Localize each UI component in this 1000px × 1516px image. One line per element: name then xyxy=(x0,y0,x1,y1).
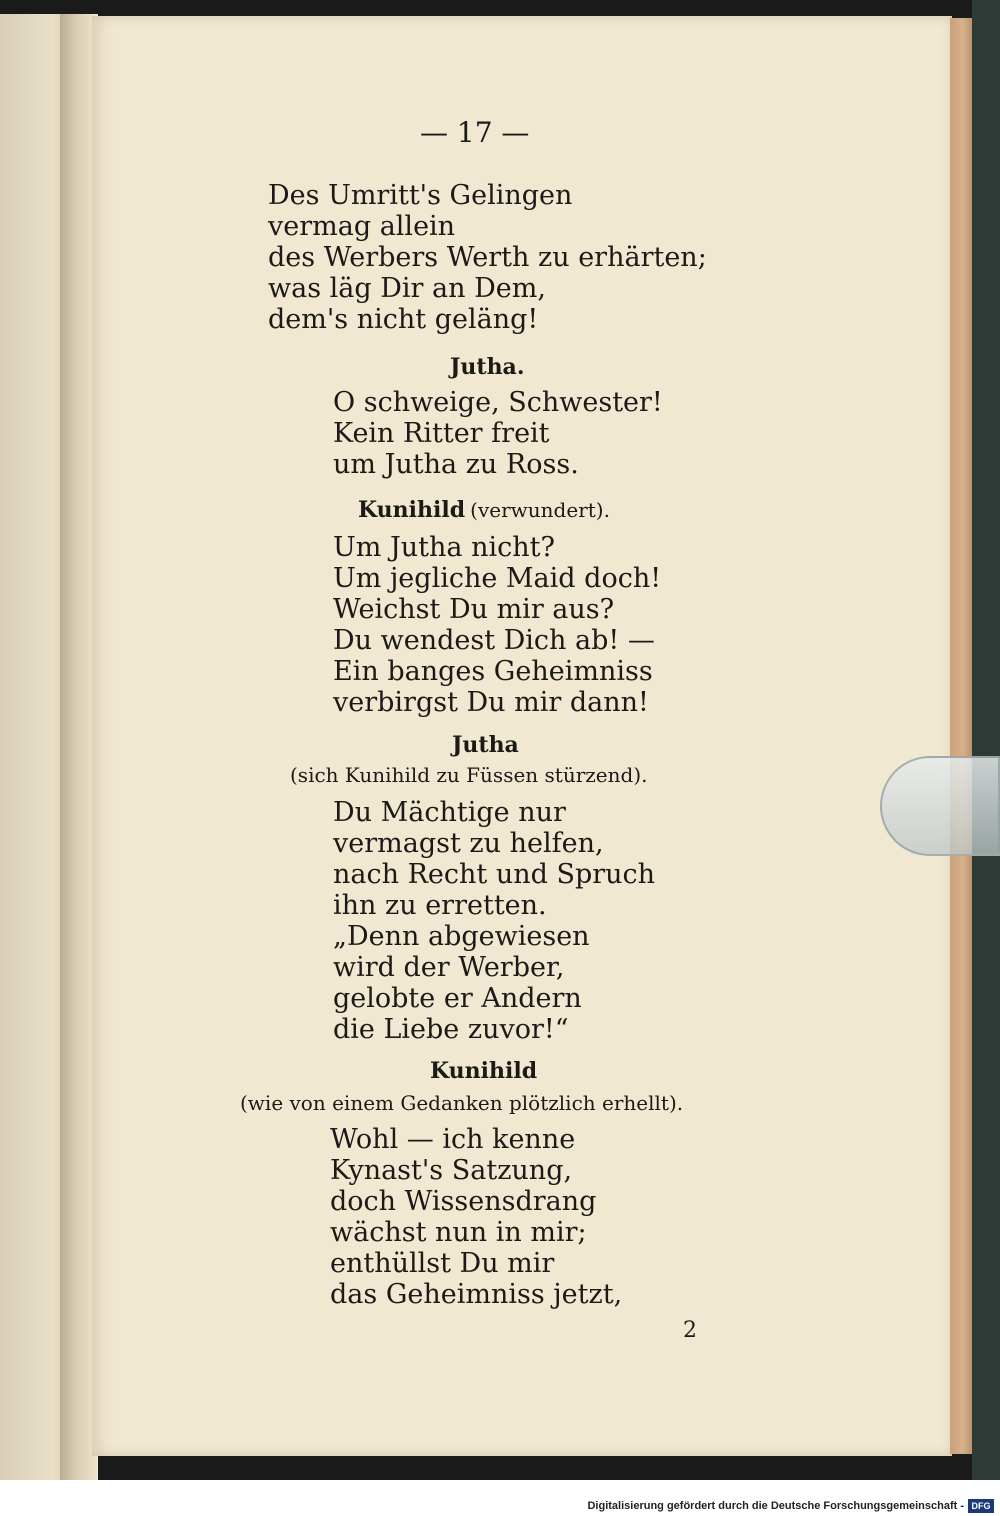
funding-credit: Digitalisierung gefördert durch die Deutsche Forschungsgemeinschaft - xyxy=(587,1500,964,1512)
page-number: — 17 — xyxy=(420,116,530,149)
signature-mark: 2 xyxy=(683,1318,697,1343)
verse-line: ihn zu erretten. xyxy=(333,890,547,921)
verse-line: vermagst zu helfen, xyxy=(333,828,604,859)
verse-line: um Jutha zu Ross. xyxy=(333,449,579,480)
verse-line: Ein banges Geheimniss xyxy=(333,656,653,687)
verse-line: Um jegliche Maid doch! xyxy=(333,563,662,594)
verse-line: vermag allein xyxy=(268,211,456,242)
dfg-logo-icon: DFG xyxy=(968,1499,994,1513)
speaker-heading xyxy=(358,497,610,523)
verse-line: Kynast's Satzung, xyxy=(330,1155,573,1186)
verse-line: verbirgst Du mir dann! xyxy=(333,687,649,718)
verse-line: Des Umritt's Gelingen xyxy=(268,180,573,211)
verse-line: wächst nun in mir; xyxy=(330,1217,587,1248)
verse-line: Du Mächtige nur xyxy=(333,797,566,828)
verse-line: des Werbers Werth zu erhärten; xyxy=(268,242,707,273)
verse-line: Du wendest Dich ab! — xyxy=(333,625,655,656)
page-clip xyxy=(880,756,1000,856)
verse-line: das Geheimniss jetzt, xyxy=(330,1279,623,1310)
verse-line: O schweige, Schwester! xyxy=(333,387,663,418)
verse-line: doch Wissensdrang xyxy=(330,1186,597,1217)
stage-direction: (sich Kunihild zu Füssen stürzend). xyxy=(290,763,648,787)
verse-line: Weichst Du mir aus? xyxy=(333,594,615,625)
verse-line: die Liebe zuvor!“ xyxy=(333,1014,569,1045)
speaker-name: Jutha xyxy=(452,732,519,758)
stage-direction: (verwundert). xyxy=(470,498,610,522)
stage-direction: (wie von einem Gedanken plötzlich erhellt). xyxy=(240,1091,684,1115)
verse-line: gelobte er Andern xyxy=(333,983,582,1014)
verse-line: Um Jutha nicht? xyxy=(333,532,555,563)
speaker-name: Kunihild xyxy=(358,497,466,523)
speaker-name: Kunihild xyxy=(430,1058,538,1084)
verse-line: enthüllst Du mir xyxy=(330,1248,555,1279)
verse-line: Wohl — ich kenne xyxy=(330,1124,576,1155)
speaker-name: Jutha. xyxy=(450,354,525,380)
verse-line: dem's nicht geläng! xyxy=(268,304,539,335)
verse-line: was läg Dir an Dem, xyxy=(268,273,546,304)
verse-line: nach Recht und Spruch xyxy=(333,859,656,890)
verse-line: Kein Ritter freit xyxy=(333,418,550,449)
verse-line: wird der Werber, xyxy=(333,952,565,983)
verse-line: „Denn abgewiesen xyxy=(333,921,590,952)
